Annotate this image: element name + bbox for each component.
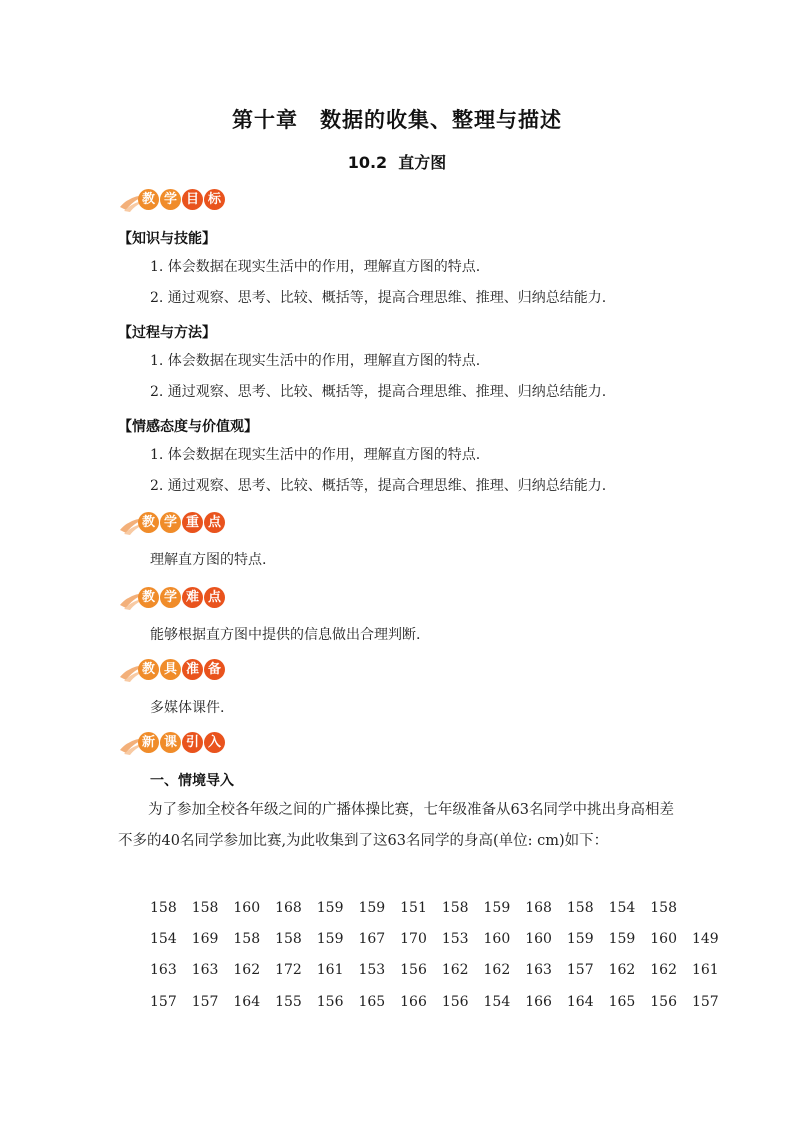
banner-char: 教 <box>138 587 159 608</box>
banner-char: 点 <box>204 512 225 533</box>
height-cell: 159 <box>316 899 344 916</box>
height-cell: 162 <box>608 962 636 979</box>
height-cell: 170 <box>400 930 427 947</box>
heights-table <box>150 892 734 1017</box>
banner-char: 教 <box>138 189 159 210</box>
height-cell: 157 <box>191 993 219 1010</box>
height-cell: 154 <box>150 930 177 947</box>
height-cell: 156 <box>316 993 344 1010</box>
banner-teaching-goals <box>118 187 268 213</box>
height-cell: 159 <box>608 930 636 947</box>
height-cell: 157 <box>566 962 594 979</box>
chapter-title: 第十章 数据的收集、整理与描述 <box>232 108 562 132</box>
intro-paragraph <box>118 795 676 857</box>
height-cell: 158 <box>275 930 302 947</box>
height-cell: 165 <box>358 993 386 1010</box>
banner-teaching-tools <box>118 657 268 683</box>
banner-char: 学 <box>160 587 181 608</box>
height-cell: 161 <box>316 962 344 979</box>
height-cell: 158 <box>191 899 219 916</box>
goal-item: 2. 通过观察、思考、比较、概括等，提高合理思维、推理、归纳总结能力. <box>150 384 607 400</box>
intro-subheading: 一、情境导入 <box>150 773 234 789</box>
height-cell: 159 <box>566 930 594 947</box>
goal-item: 2. 通过观察、思考、比较、概括等，提高合理思维、推理、归纳总结能力. <box>150 290 607 306</box>
height-cell: 153 <box>358 962 386 979</box>
goal-item: 1. 体会数据在现实生活中的作用，理解直方图的特点. <box>150 353 481 369</box>
banner-char: 入 <box>204 732 225 753</box>
height-cell: 166 <box>400 993 427 1010</box>
banner-char: 学 <box>160 512 181 533</box>
height-cell: 169 <box>191 930 219 947</box>
height-cell: 160 <box>650 930 677 947</box>
banner-char: 备 <box>204 659 225 680</box>
banner-char: 目 <box>182 189 203 210</box>
banner-char: 重 <box>182 512 203 533</box>
banner-char: 教 <box>138 659 159 680</box>
height-cell: 159 <box>483 899 511 916</box>
height-cell: 167 <box>358 930 386 947</box>
height-cell: 163 <box>525 962 552 979</box>
height-cell: 164 <box>566 993 594 1010</box>
difficulties-text: 能够根据直方图中提供的信息做出合理判断. <box>150 627 421 643</box>
banner-char: 学 <box>160 189 181 210</box>
height-cell: 162 <box>483 962 511 979</box>
banner-char: 点 <box>204 587 225 608</box>
height-cell: 156 <box>650 993 677 1010</box>
goal-item: 1. 体会数据在现实生活中的作用，理解直方图的特点. <box>150 259 481 275</box>
goal-item: 2. 通过观察、思考、比较、概括等，提高合理思维、推理、归纳总结能力. <box>150 478 607 494</box>
height-cell: 172 <box>275 962 302 979</box>
banner-difficulties <box>118 585 268 611</box>
height-cell: 157 <box>691 993 719 1010</box>
height-cell: 160 <box>525 930 552 947</box>
height-cell: 161 <box>691 962 719 979</box>
table-row <box>150 892 734 923</box>
banner-char: 标 <box>204 189 225 210</box>
height-cell: 160 <box>483 930 511 947</box>
section-title: 10.2 直方图 <box>347 153 447 172</box>
banner-key-points <box>118 510 268 536</box>
height-cell: 158 <box>650 899 677 916</box>
height-cell: 159 <box>316 930 344 947</box>
goal-item: 1. 体会数据在现实生活中的作用，理解直方图的特点. <box>150 447 481 463</box>
height-cell: 163 <box>150 962 177 979</box>
height-cell: 156 <box>441 993 469 1010</box>
banner-char: 教 <box>138 512 159 533</box>
height-cell: 149 <box>691 930 719 947</box>
intro-paragraph-text: 为了参加全校各年级之间的广播体操比赛，七年级准备从63名同学中挑出身高相差不多的40名同学参加比赛,为此收集到了这63名同学的身高(单位: cm)如下： <box>118 802 674 849</box>
height-cell: 154 <box>483 993 511 1010</box>
height-cell: 160 <box>233 899 261 916</box>
banner-char: 引 <box>182 732 203 753</box>
banner-char: 具 <box>160 659 181 680</box>
height-cell: 158 <box>441 899 469 916</box>
tools-text: 多媒体课件. <box>150 700 225 716</box>
height-cell: 168 <box>275 899 302 916</box>
height-cell: 162 <box>650 962 677 979</box>
height-cell: 155 <box>275 993 302 1010</box>
banner-char: 课 <box>160 732 181 753</box>
height-cell: 158 <box>233 930 261 947</box>
height-cell: 164 <box>233 993 261 1010</box>
heading-process-methods: 【过程与方法】 <box>118 325 216 341</box>
height-cell: 156 <box>400 962 427 979</box>
height-cell: 168 <box>525 899 552 916</box>
banner-char: 准 <box>182 659 203 680</box>
banner-char: 新 <box>138 732 159 753</box>
height-cell: 162 <box>233 962 261 979</box>
table-row <box>150 986 734 1017</box>
heading-knowledge-skills: 【知识与技能】 <box>118 231 216 247</box>
heading-attitudes-values: 【情感态度与价值观】 <box>118 419 258 435</box>
height-cell: 159 <box>358 899 386 916</box>
height-cell: 157 <box>150 993 177 1010</box>
height-cell: 166 <box>525 993 552 1010</box>
height-cell: 158 <box>150 899 177 916</box>
height-cell: 154 <box>608 899 636 916</box>
height-cell: 162 <box>441 962 469 979</box>
key-points-text: 理解直方图的特点. <box>150 552 267 568</box>
height-cell: 151 <box>400 899 427 916</box>
height-cell: 163 <box>191 962 219 979</box>
height-cell: 153 <box>441 930 469 947</box>
banner-new-lesson-intro <box>118 730 268 756</box>
banner-char: 难 <box>182 587 203 608</box>
table-row <box>150 955 734 986</box>
height-cell: 165 <box>608 993 636 1010</box>
height-cell: 158 <box>566 899 594 916</box>
table-row <box>150 923 734 954</box>
